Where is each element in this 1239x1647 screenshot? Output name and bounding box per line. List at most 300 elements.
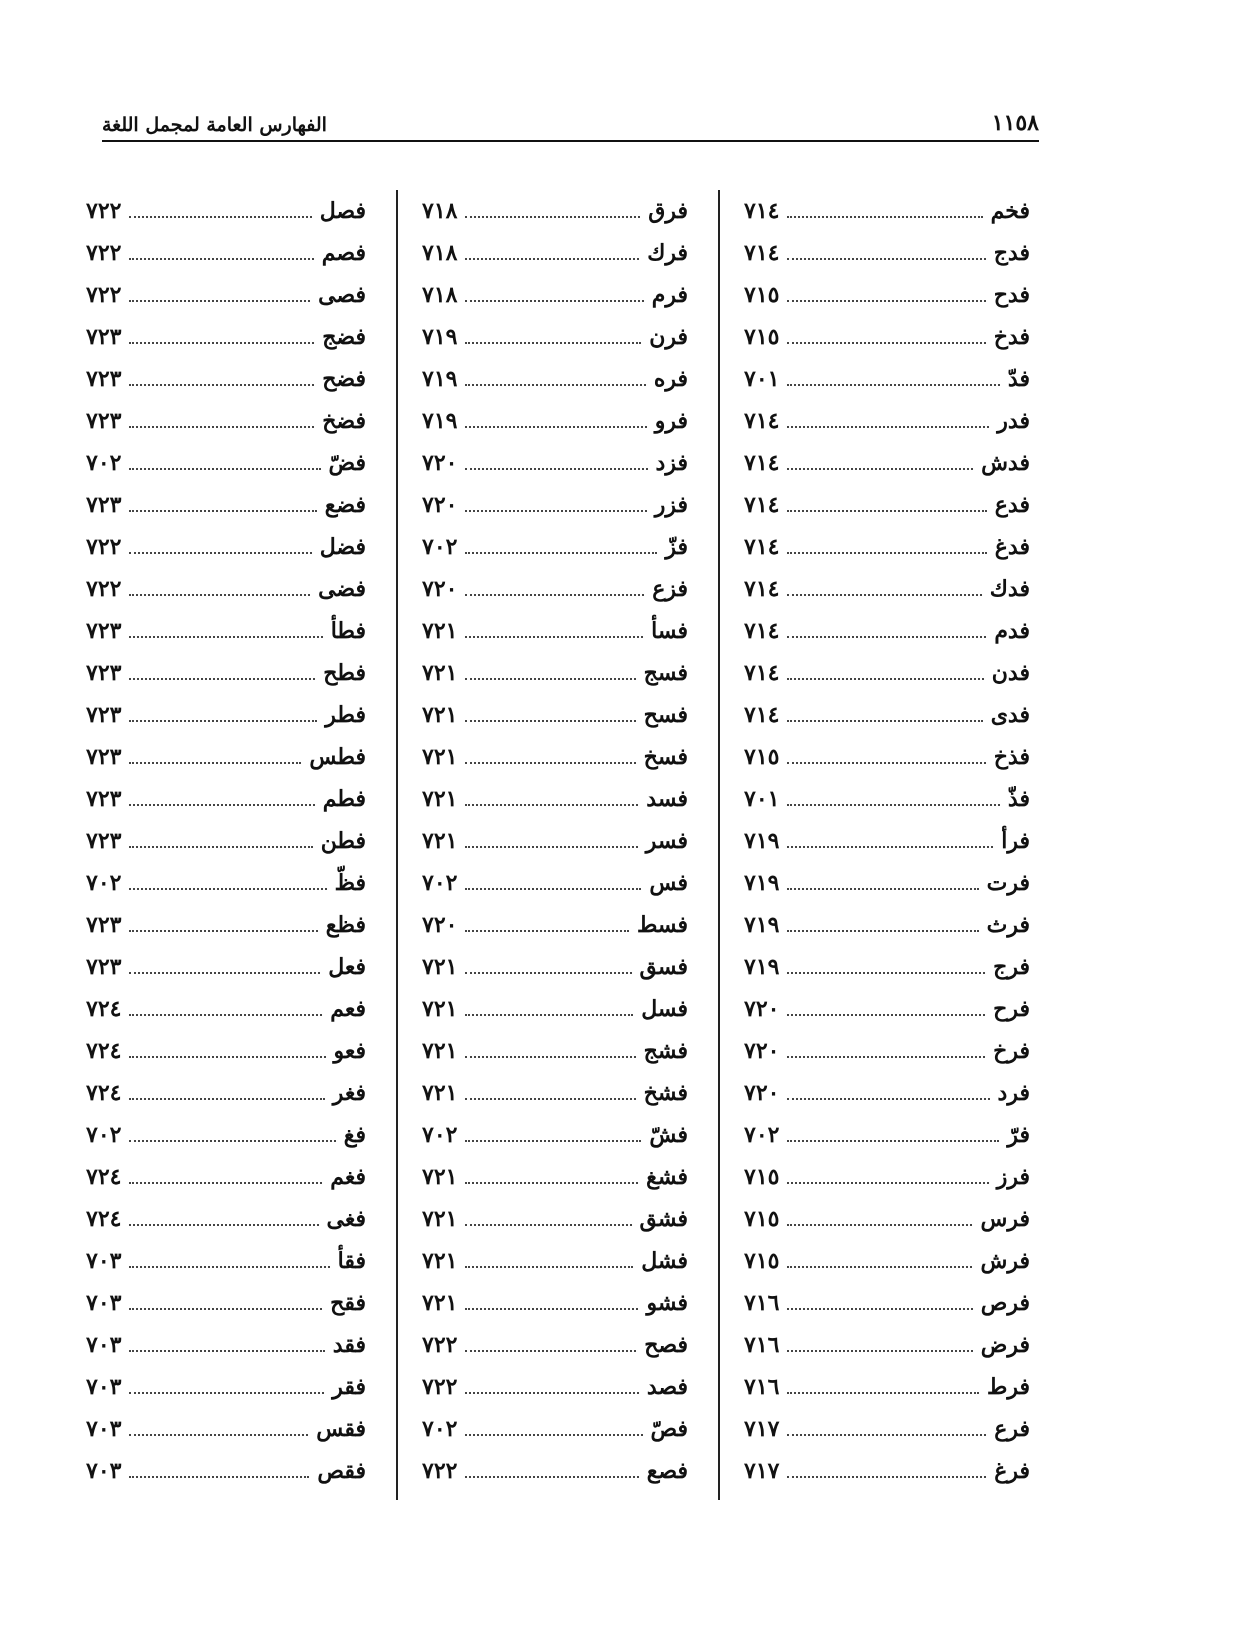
- entry-word: فعل: [328, 954, 366, 980]
- index-entry: [86, 1114, 366, 1156]
- dot-leader: [787, 342, 985, 344]
- entry-page-number: ٧٢٣: [86, 702, 122, 728]
- index-entry: [86, 1366, 366, 1408]
- entry-page-number: ٧١٩: [744, 954, 780, 980]
- entry-word: فشو: [646, 1290, 688, 1316]
- entry-word: فعم: [330, 996, 366, 1022]
- entry-word: فشق: [639, 1206, 688, 1232]
- dot-leader: [465, 1392, 638, 1394]
- entry-page-number: ٧١٤: [744, 492, 780, 518]
- dot-leader: [129, 1392, 324, 1394]
- entry-word: فسط: [636, 912, 688, 938]
- index-entry: [744, 946, 1030, 988]
- dot-leader: [787, 678, 983, 680]
- index-entry: [744, 988, 1030, 1030]
- dot-leader: [465, 552, 657, 554]
- index-entry: [86, 274, 366, 316]
- dot-leader: [787, 426, 989, 428]
- index-entry: [422, 190, 688, 232]
- entry-page-number: ٧١٩: [744, 828, 780, 854]
- index-entry: [744, 694, 1030, 736]
- dot-leader: [465, 678, 635, 680]
- entry-word: فطس: [309, 744, 366, 770]
- entry-word: فدش: [981, 450, 1030, 476]
- dot-leader: [465, 1266, 633, 1268]
- dot-leader: [129, 510, 316, 512]
- index-entry: [422, 1450, 688, 1492]
- entry-page-number: ٧٠٣: [86, 1458, 122, 1484]
- dot-leader: [787, 510, 986, 512]
- entry-page-number: ٧٠٣: [86, 1248, 122, 1274]
- entry-word: فدح: [993, 282, 1030, 308]
- entry-word: فرح: [993, 996, 1030, 1022]
- entry-word: فسخ: [643, 744, 688, 770]
- entry-page-number: ٧٢١: [422, 702, 458, 728]
- entry-word: فرو: [654, 408, 688, 434]
- entry-page-number: ٧١٩: [422, 324, 458, 350]
- entry-page-number: ٧١٥: [744, 1206, 780, 1232]
- entry-word: فسج: [643, 660, 688, 686]
- index-entry: [422, 946, 688, 988]
- index-entry: [86, 316, 366, 358]
- entry-page-number: ٧١٩: [744, 870, 780, 896]
- entry-word: فرج: [993, 954, 1030, 980]
- entry-page-number: ٧١٤: [744, 240, 780, 266]
- entry-page-number: ٧٠٣: [86, 1374, 122, 1400]
- index-entry: [422, 610, 688, 652]
- entry-word: فضح: [322, 366, 366, 392]
- dot-leader: [787, 1182, 988, 1184]
- dot-leader: [129, 804, 314, 806]
- dot-leader: [787, 762, 985, 764]
- entry-page-number: ٧٢١: [422, 1290, 458, 1316]
- entry-page-number: ٧٢٣: [86, 954, 122, 980]
- entry-word: فظع: [325, 912, 366, 938]
- entry-word: فسر: [645, 828, 688, 854]
- entry-word: فسق: [639, 954, 688, 980]
- entry-page-number: ٧٢١: [422, 954, 458, 980]
- index-entry: [422, 1156, 688, 1198]
- entry-word: فغى: [326, 1206, 366, 1232]
- index-entry: [744, 232, 1030, 274]
- index-entry: [744, 610, 1030, 652]
- dot-leader: [129, 1056, 325, 1058]
- entry-page-number: ٧١٥: [744, 744, 780, 770]
- entry-page-number: ٧١٥: [744, 1248, 780, 1274]
- entry-word: فرأ: [1001, 828, 1030, 854]
- entry-page-number: ٧٢٤: [86, 996, 122, 1022]
- entry-word: فخم: [990, 198, 1030, 224]
- dot-leader: [129, 216, 311, 218]
- entry-word: فزد: [655, 450, 688, 476]
- dot-leader: [465, 1098, 635, 1100]
- index-entry: [744, 316, 1030, 358]
- entry-word: فضخ: [322, 408, 366, 434]
- index-entry: [422, 1072, 688, 1114]
- entry-page-number: ٧١٦: [744, 1374, 780, 1400]
- entry-page-number: ٧٢٢: [422, 1374, 458, 1400]
- dot-leader: [465, 1224, 631, 1226]
- index-entry: [86, 1324, 366, 1366]
- entry-word: فدغ: [994, 534, 1030, 560]
- dot-leader: [465, 972, 631, 974]
- dot-leader: [787, 1056, 985, 1058]
- entry-word: فصل: [319, 198, 366, 224]
- index-entry: [86, 232, 366, 274]
- entry-page-number: ٧٢٣: [86, 324, 122, 350]
- dot-leader: [787, 1476, 986, 1478]
- dot-leader: [129, 1266, 329, 1268]
- dot-leader: [787, 216, 982, 218]
- column-divider: [396, 190, 398, 1500]
- entry-word: فعو: [333, 1038, 366, 1064]
- dot-leader: [787, 258, 985, 260]
- entry-page-number: ٧٢٠: [422, 450, 458, 476]
- entry-page-number: ٧١٤: [744, 408, 780, 434]
- index-entry: [86, 610, 366, 652]
- dot-leader: [787, 1434, 986, 1436]
- index-entry: [422, 778, 688, 820]
- dot-leader: [129, 1434, 308, 1436]
- entry-page-number: ٧٢٣: [86, 660, 122, 686]
- dot-leader: [129, 972, 320, 974]
- entry-word: فرخ: [993, 1038, 1030, 1064]
- index-entry: [86, 358, 366, 400]
- entry-page-number: ٧١٧: [744, 1416, 780, 1442]
- entry-word: فرن: [649, 324, 688, 350]
- index-entry: [422, 274, 688, 316]
- entry-page-number: ٧٢١: [422, 996, 458, 1022]
- entry-word: فسل: [641, 996, 688, 1022]
- dot-leader: [465, 384, 645, 386]
- entry-word: فدن: [991, 660, 1030, 686]
- entry-page-number: ٧١٤: [744, 576, 780, 602]
- entry-page-number: ٧٢٠: [744, 1038, 780, 1064]
- index-entry: [86, 568, 366, 610]
- entry-word: فرت: [986, 870, 1030, 896]
- dot-leader: [465, 1308, 638, 1310]
- dot-leader: [787, 552, 986, 554]
- entry-word: فرغ: [994, 1458, 1030, 1484]
- index-entry: [86, 400, 366, 442]
- index-entry: [86, 1198, 366, 1240]
- entry-word: فدك: [989, 576, 1030, 602]
- index-entry: [422, 694, 688, 736]
- index-entry: [744, 1030, 1030, 1072]
- entry-word: فغم: [330, 1164, 366, 1190]
- entry-page-number: ٧٢٣: [86, 618, 122, 644]
- dot-leader: [465, 1056, 635, 1058]
- entry-page-number: ٧٠٢: [422, 1416, 458, 1442]
- entry-page-number: ٧٠١: [744, 786, 780, 812]
- index-entry: [86, 484, 366, 526]
- index-entry: [422, 1366, 688, 1408]
- entry-page-number: ٧٢١: [422, 744, 458, 770]
- entry-page-number: ٧١٤: [744, 450, 780, 476]
- index-entry: [744, 400, 1030, 442]
- index-entry: [422, 1198, 688, 1240]
- entry-word: فرص: [980, 1290, 1030, 1316]
- entry-word: فضل: [319, 534, 366, 560]
- dot-leader: [465, 804, 638, 806]
- dot-leader: [787, 1392, 979, 1394]
- dot-leader: [129, 636, 322, 638]
- dot-leader: [129, 384, 314, 386]
- entry-word: فرط: [986, 1374, 1030, 1400]
- index-entry: [422, 1240, 688, 1282]
- entry-page-number: ٧٢١: [422, 1164, 458, 1190]
- entry-page-number: ٧٠٣: [86, 1332, 122, 1358]
- entry-page-number: ٧٢٢: [86, 198, 122, 224]
- entry-word: فذّ: [1007, 786, 1030, 812]
- index-entry: [422, 400, 688, 442]
- entry-word: فضج: [322, 324, 366, 350]
- entry-word: فرض: [980, 1332, 1030, 1358]
- dot-leader: [465, 888, 641, 890]
- dot-leader: [129, 846, 312, 848]
- dot-leader: [465, 1350, 636, 1352]
- entry-word: فرس: [980, 1206, 1030, 1232]
- index-entry: [422, 1282, 688, 1324]
- entry-page-number: ٧٢٠: [744, 996, 780, 1022]
- entry-word: فزّ: [665, 534, 688, 560]
- dot-leader: [465, 762, 635, 764]
- page-header: [102, 108, 1039, 142]
- entry-word: فقح: [330, 1290, 366, 1316]
- entry-word: فصح: [644, 1332, 688, 1358]
- entry-word: فشج: [643, 1038, 688, 1064]
- entry-page-number: ٧٢١: [422, 1080, 458, 1106]
- index-columns: [86, 190, 1030, 1500]
- entry-page-number: ٧١٦: [744, 1332, 780, 1358]
- dot-leader: [787, 720, 982, 722]
- index-entry: [86, 652, 366, 694]
- index-entry: [744, 568, 1030, 610]
- entry-word: فرم: [651, 282, 688, 308]
- dot-leader: [787, 636, 986, 638]
- index-entry: [422, 526, 688, 568]
- index-entry: [744, 862, 1030, 904]
- index-entry: [744, 1366, 1030, 1408]
- entry-page-number: ٧٢٢: [86, 576, 122, 602]
- index-entry: [86, 988, 366, 1030]
- index-entry: [86, 1282, 366, 1324]
- entry-word: فزع: [652, 576, 688, 602]
- dot-leader: [787, 1098, 989, 1100]
- entry-word: فظّ: [334, 870, 366, 896]
- dot-leader: [129, 1224, 318, 1226]
- index-entry: [422, 1114, 688, 1156]
- entry-page-number: ٧٢٤: [86, 1080, 122, 1106]
- entry-word: فضع: [324, 492, 366, 518]
- entry-word: فصع: [646, 1458, 688, 1484]
- entry-page-number: ٧٢٤: [86, 1206, 122, 1232]
- index-column-middle: [408, 190, 708, 1500]
- dot-leader: [465, 1434, 642, 1436]
- entry-word: فدج: [993, 240, 1030, 266]
- entry-page-number: ٧٢٠: [422, 492, 458, 518]
- index-entry: [744, 274, 1030, 316]
- index-entry: [86, 862, 366, 904]
- entry-word: فشل: [641, 1248, 688, 1274]
- dot-leader: [787, 300, 985, 302]
- entry-word: فشغ: [646, 1164, 688, 1190]
- entry-page-number: ٧١٤: [744, 198, 780, 224]
- column-divider: [718, 190, 720, 1500]
- entry-page-number: ٧١٨: [422, 240, 458, 266]
- page-number: ١١٥٨: [991, 110, 1039, 136]
- entry-page-number: ٧٠٣: [86, 1290, 122, 1316]
- entry-word: فدم: [994, 618, 1030, 644]
- entry-page-number: ٧٢٢: [422, 1332, 458, 1358]
- entry-page-number: ٧١٥: [744, 282, 780, 308]
- index-entry: [86, 1240, 366, 1282]
- index-entry: [422, 1324, 688, 1366]
- index-entry: [86, 946, 366, 988]
- entry-word: فصم: [321, 240, 366, 266]
- entry-word: فسح: [643, 702, 688, 728]
- index-entry: [422, 1030, 688, 1072]
- dot-leader: [787, 1140, 999, 1142]
- dot-leader: [129, 1476, 309, 1478]
- index-entry: [422, 316, 688, 358]
- entry-page-number: ٧٢١: [422, 828, 458, 854]
- entry-page-number: ٧٢٣: [86, 786, 122, 812]
- dot-leader: [465, 1140, 641, 1142]
- index-entry: [744, 358, 1030, 400]
- dot-leader: [787, 1014, 985, 1016]
- entry-page-number: ٧٢٤: [86, 1038, 122, 1064]
- index-entry: [744, 778, 1030, 820]
- entry-word: فصى: [318, 282, 366, 308]
- entry-page-number: ٧١٥: [744, 1164, 780, 1190]
- index-entry: [744, 1072, 1030, 1114]
- entry-page-number: ٧٠٢: [86, 870, 122, 896]
- index-entry: [744, 1198, 1030, 1240]
- entry-page-number: ٧٢١: [422, 618, 458, 644]
- dot-leader: [787, 804, 999, 806]
- dot-leader: [465, 258, 639, 260]
- index-entry: [422, 904, 688, 946]
- entry-page-number: ٧٢٣: [86, 366, 122, 392]
- entry-page-number: ٧٢٢: [422, 1458, 458, 1484]
- dot-leader: [465, 636, 643, 638]
- index-entry: [86, 442, 366, 484]
- dot-leader: [465, 720, 635, 722]
- dot-leader: [787, 594, 981, 596]
- dot-leader: [129, 888, 326, 890]
- dot-leader: [465, 216, 640, 218]
- entry-word: فرك: [647, 240, 688, 266]
- entry-word: فصّ: [650, 1416, 688, 1442]
- index-entry: [86, 1156, 366, 1198]
- entry-page-number: ٧١٩: [422, 408, 458, 434]
- dot-leader: [465, 510, 646, 512]
- entry-page-number: ٧١٤: [744, 702, 780, 728]
- index-entry: [744, 1408, 1030, 1450]
- dot-leader: [129, 1140, 335, 1142]
- entry-page-number: ٧٠١: [744, 366, 780, 392]
- index-entry: [86, 1030, 366, 1072]
- index-entry: [744, 820, 1030, 862]
- entry-word: فرع: [994, 1416, 1030, 1442]
- entry-word: فرّ: [1007, 1122, 1030, 1148]
- dot-leader: [465, 1182, 638, 1184]
- entry-word: فضّ: [328, 450, 366, 476]
- entry-page-number: ٧٢١: [422, 660, 458, 686]
- dot-leader: [787, 1224, 972, 1226]
- entry-page-number: ٧٠٢: [422, 1122, 458, 1148]
- entry-page-number: ٧٠٣: [86, 1416, 122, 1442]
- dot-leader: [129, 762, 301, 764]
- dot-leader: [787, 468, 973, 470]
- dot-leader: [465, 1476, 638, 1478]
- entry-word: فرش: [980, 1248, 1030, 1274]
- dot-leader: [129, 426, 314, 428]
- dot-leader: [465, 594, 644, 596]
- entry-word: فضى: [318, 576, 366, 602]
- running-title: الفهارس العامة لمجمل اللغة: [102, 114, 327, 136]
- index-column-left: [86, 190, 386, 1500]
- index-entry: [86, 778, 366, 820]
- index-entry: [744, 736, 1030, 778]
- entry-page-number: ٧٢٢: [86, 240, 122, 266]
- dot-leader: [129, 1014, 322, 1016]
- dot-leader: [129, 552, 311, 554]
- index-entry: [422, 988, 688, 1030]
- entry-page-number: ٧١٨: [422, 198, 458, 224]
- entry-word: فره: [653, 366, 688, 392]
- dot-leader: [129, 1350, 324, 1352]
- index-entry: [744, 904, 1030, 946]
- entry-page-number: ٧٢٢: [86, 282, 122, 308]
- entry-page-number: ٧١٩: [744, 912, 780, 938]
- entry-page-number: ٧١٤: [744, 534, 780, 560]
- entry-word: فقر: [332, 1374, 366, 1400]
- index-entry: [422, 736, 688, 778]
- entry-word: فطح: [323, 660, 366, 686]
- dot-leader: [787, 888, 978, 890]
- index-entry: [744, 1156, 1030, 1198]
- entry-word: فدى: [990, 702, 1030, 728]
- entry-word: فطم: [322, 786, 366, 812]
- entry-word: فغ: [343, 1122, 366, 1148]
- entry-page-number: ٧١٩: [422, 366, 458, 392]
- entry-word: فس: [649, 870, 688, 896]
- entry-word: فرث: [986, 912, 1030, 938]
- entry-word: فدخ: [993, 324, 1030, 350]
- entry-page-number: ٧٢٢: [86, 534, 122, 560]
- dot-leader: [465, 342, 641, 344]
- entry-page-number: ٧٢١: [422, 1248, 458, 1274]
- dot-leader: [465, 300, 643, 302]
- dot-leader: [129, 594, 310, 596]
- index-entry: [744, 442, 1030, 484]
- index-entry: [422, 232, 688, 274]
- entry-word: فزر: [654, 492, 688, 518]
- dot-leader: [129, 930, 317, 932]
- dot-leader: [787, 930, 978, 932]
- dot-leader: [129, 300, 310, 302]
- entry-page-number: ٧٢١: [422, 786, 458, 812]
- entry-word: فقس: [316, 1416, 366, 1442]
- entry-page-number: ٧١٥: [744, 324, 780, 350]
- index-entry: [744, 484, 1030, 526]
- index-entry: [86, 190, 366, 232]
- entry-page-number: ٧٠٢: [422, 534, 458, 560]
- dot-leader: [787, 1350, 972, 1352]
- dot-leader: [465, 1014, 633, 1016]
